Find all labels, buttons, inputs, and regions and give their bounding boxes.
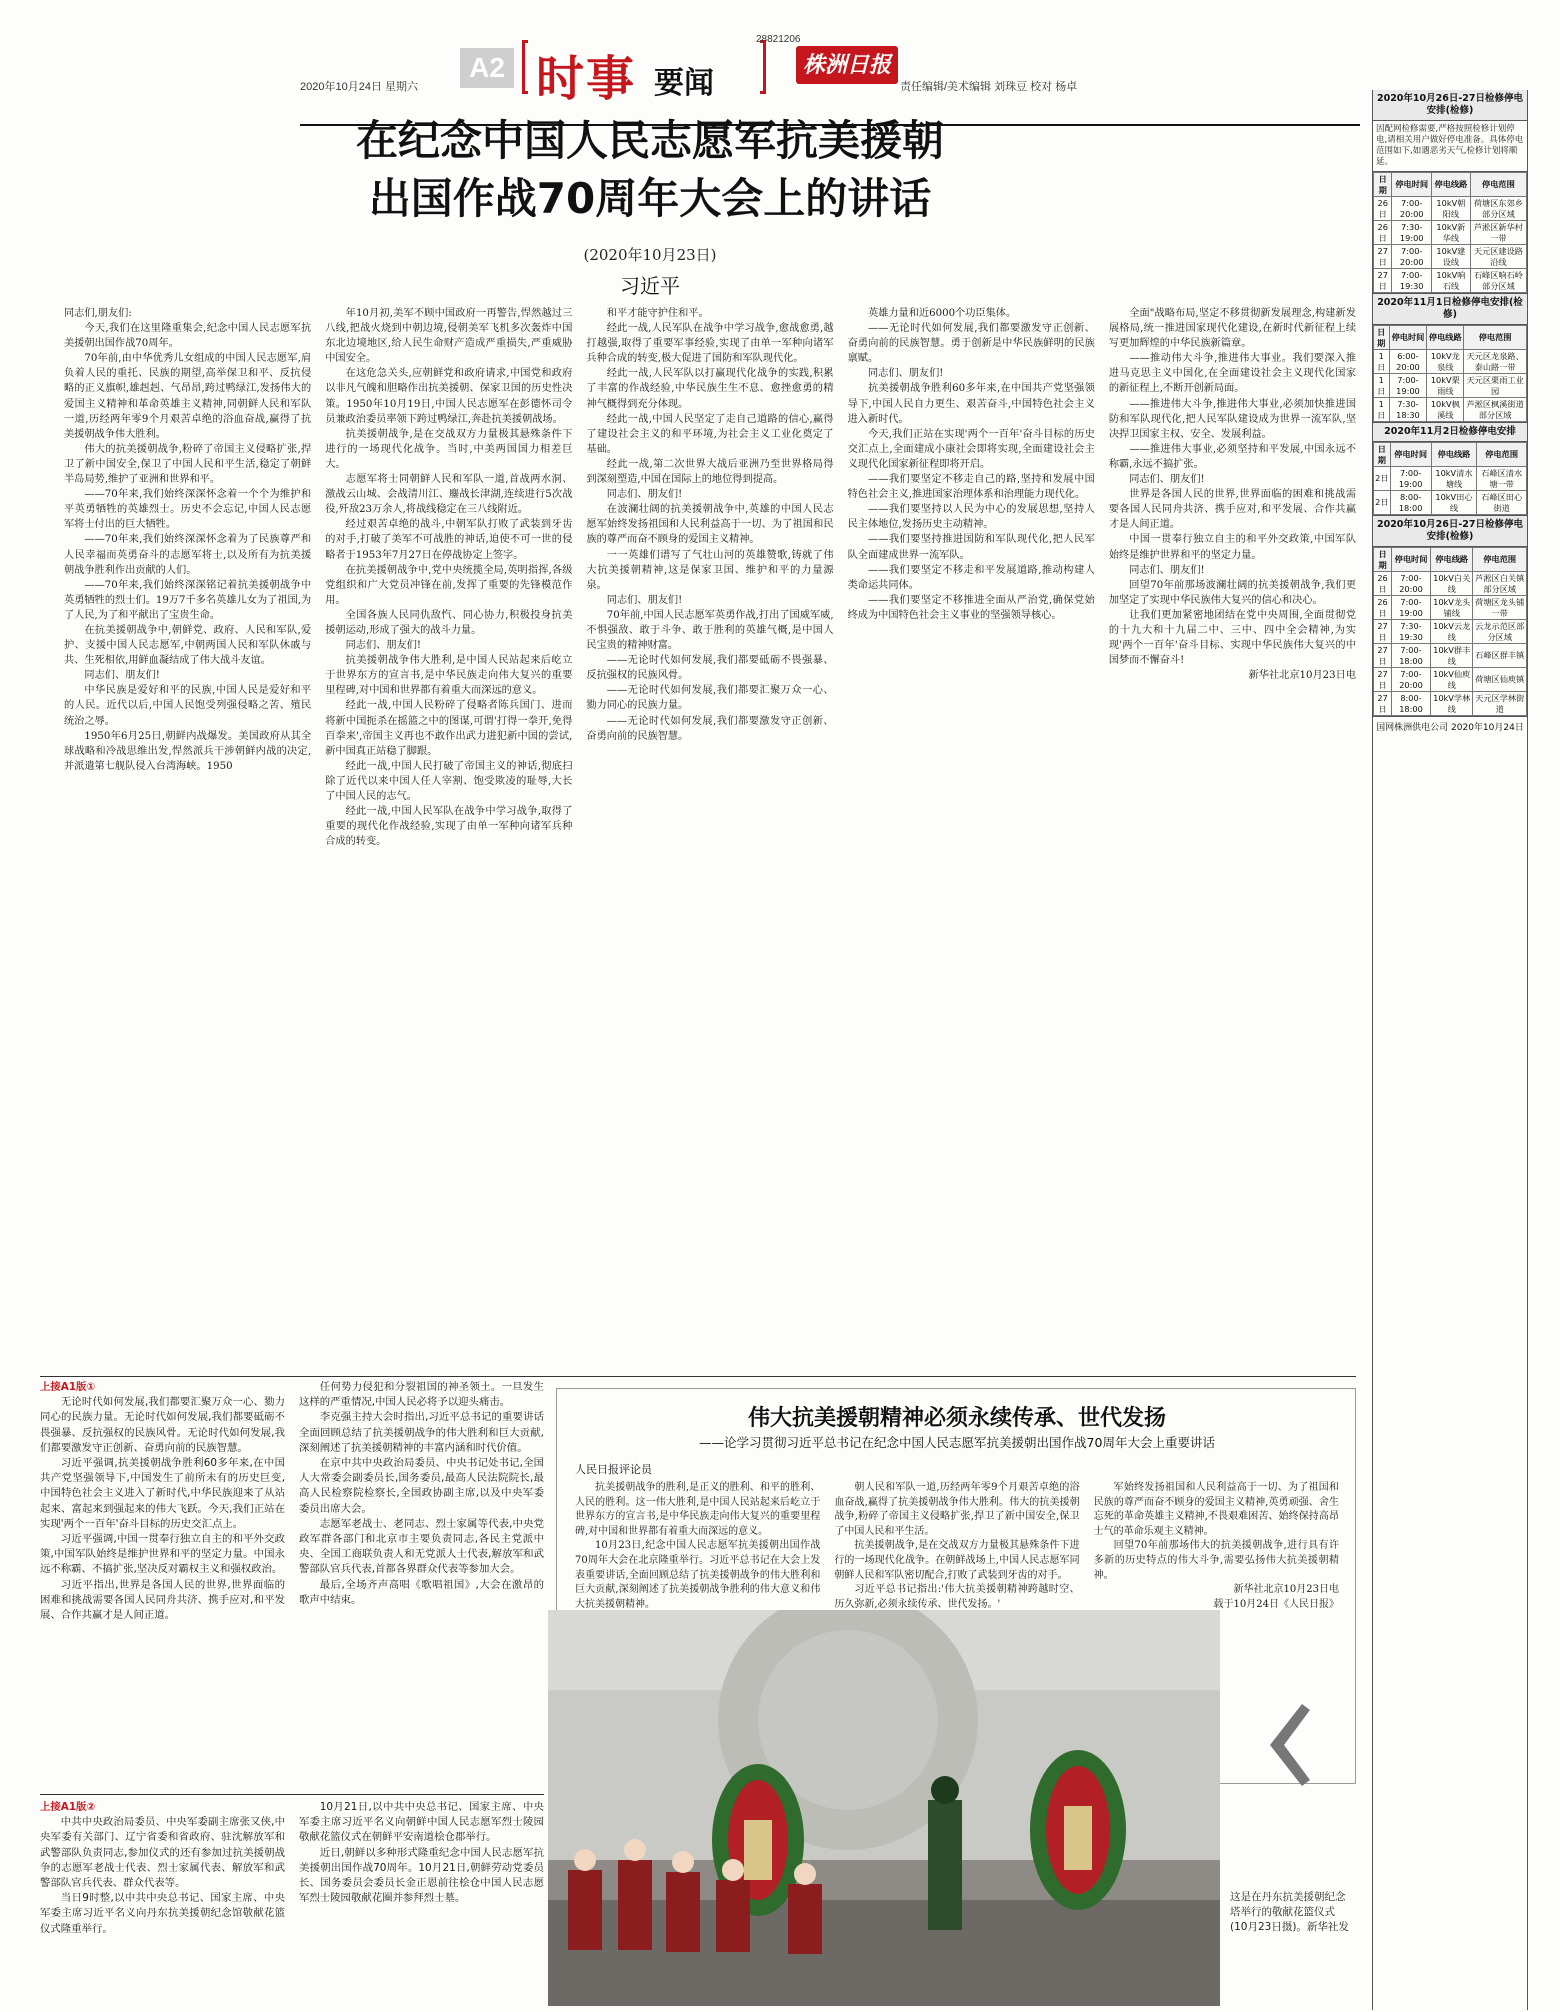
paragraph: 当日9时整,以中共中央总书记、国家主席、中央军委主席习近平名义向丹东抗美援朝纪念馆敬献花篮仪式隆重举行。 [40, 1892, 285, 1935]
paragraph: 伟大的抗美援朝战争,粉碎了帝国主义侵略扩张,捍卫了新中国安全,保卫了中国人民和平生活,稳定了朝鲜半岛局势,维护了亚洲和世界和平。 [64, 443, 312, 486]
speech-column-5 [1109, 306, 1356, 1372]
continuation-1-column-1 [40, 1380, 285, 1790]
paragraph: 回望70年前那场伟大的抗美援朝战争,进行具有许多新的历史特点的伟大斗争,需要弘扬伟大抗美援朝精神。 [1093, 1540, 1339, 1581]
table-row [1374, 350, 1527, 374]
paragraph: 全国各族人民同仇敌忾、同心协力,积极投身抗美援朝运动,形成了强大的战斗力量。 [325, 609, 573, 636]
speech-column-3 [586, 306, 833, 1372]
paragraph: ——70年来,我们始终深深怀念着一个个为维护和平英勇牺牲的英雄烈士。历史不会忘记,中国人民志愿军将士付出的巨大牺牲。 [64, 489, 312, 531]
paragraph: 同志们,朋友们: [64, 308, 132, 319]
table-cell: 荷塘区仙庾镇 [1473, 668, 1527, 692]
table-cell: 1日 [1374, 374, 1390, 398]
column-header: 停电时间 [1392, 548, 1431, 572]
paragraph: 10月21日,以中共中央总书记、国家主席、中央军委主席习近平名义向朝鲜中国人民志愿军烈士陵园敬献花篮仪式在朝鲜平安南道桧仓郡举行。 [299, 1801, 544, 1844]
paragraph: 经此一战,中国人民军队在战争中学习战争,取得了重要的现代化作战经验,实现了由单一军种向诸军兵种合成的转变。 [325, 806, 573, 848]
paragraph: 英雄力量和近6000个功臣集体。 [868, 308, 1017, 319]
table-cell: 云龙示范区部分区域 [1473, 620, 1527, 644]
table-cell: 7:00-18:00 [1392, 644, 1431, 668]
paragraph: 中共中央政治局委员、中央军委副主席张又侠,中央军委有关部门、辽宁省委和省政府、驻沈解放军和武警部队负责同志,参加仪式的还有参加过抗美援朝战争的志愿军老战士代表、烈士家属代表、解放军和武警部队官兵代表、群众代表等。 [40, 1816, 285, 1890]
table-header-row [1374, 443, 1527, 467]
commentary-byline: 人民日报评论员 [575, 1463, 652, 1476]
commentary-title: 伟大抗美援朝精神必须永续传承、世代发扬 [747, 1405, 1166, 1431]
paragraph: 在抗美援朝战争中,朝鲜党、政府、人民和军队,爱护、支援中国人民志愿军,中朝两国人民和军队休戚与共、生死相依,用鲜血凝结成了伟大战斗友谊。 [64, 624, 312, 667]
table-cell: 石峰区群丰镇 [1473, 644, 1527, 668]
paragraph: 同志们、朋友们! [606, 489, 683, 501]
table-cell: 7:00-20:00 [1392, 197, 1432, 221]
table-cell: 27日 [1374, 269, 1392, 293]
column-header: 停电范围 [1473, 548, 1527, 572]
outage-footer: 国网株洲供电公司 2020年10月24日 [1376, 723, 1524, 733]
paragraph: 70年前,中国人民志愿军英勇作战,打出了国威军威,不惧强敌、敢于斗争、敢于胜利的英雄气概,是中国人民宝贵的精神财富。 [586, 609, 834, 652]
paragraph: 近日,朝鲜以多种形式隆重纪念中国人民志愿军抗美援朝出国作战70周年。10月21日,朝鲜劳动党委员长、国务委员会委员长金正恩前往桧仓中国人民志愿军烈士陵园敬献花圈并参拜烈士墓。 [299, 1846, 544, 1905]
paragraph: 全面"战略布局,坚定不移贯彻新发展理念,构建新发展格局,统一推进国家现代化建设,在新时代新征程上续写更加辉煌的中华民族新篇章。 [1108, 308, 1357, 350]
paragraph: ——我们要坚定不移推进全面从严治党,确保党始终成为中国特色社会主义事业的坚强领导核心。 [847, 594, 1095, 621]
paragraph: ——无论时代如何发展,我们都要砥砺不畏强暴、反抗强权的民族风骨。 [586, 655, 834, 682]
column-header: 日期 [1374, 443, 1391, 467]
outage-block-3 [1373, 423, 1527, 516]
continuation-1-text-1 [40, 1395, 285, 1623]
bracket-left-icon [522, 40, 528, 94]
table-row [1374, 572, 1527, 596]
table-row [1374, 692, 1527, 716]
paragraph: 同志们、朋友们! [345, 640, 421, 652]
table-row [1374, 596, 1527, 620]
section-title: 时事 [536, 51, 637, 107]
table-cell: 6:00-20:00 [1389, 350, 1427, 374]
table-row [1374, 491, 1527, 515]
paragraph: 同志们、朋友们! [1129, 474, 1205, 486]
headline-line-2: 出国作战70周年大会上的讲话 [368, 174, 932, 223]
chevron-left-icon [1262, 1700, 1314, 1790]
headline [200, 112, 1100, 228]
table-cell: 7:00-20:00 [1392, 572, 1431, 596]
commentary-subtitle: ——论学习贯彻习近平总书记在纪念中国人民志愿军抗美援朝出国作战70周年大会上重要讲话 [699, 1435, 1215, 1450]
table-cell: 26日 [1374, 221, 1392, 245]
outage-block-4 [1373, 516, 1527, 717]
paragraph: ——70年来,我们始终深深怀念着为了民族尊严和人民幸福而英勇奋斗的志愿军将士,以及所有为抗美援朝战争胜利作出贡献的人们。 [64, 534, 312, 576]
table-cell: 10kV学林线 [1430, 692, 1473, 716]
photo-caption: 这是在丹东抗美援朝纪念塔举行的敬献花篮仪式(10月23日摄)。新华社发 [1230, 1891, 1349, 1933]
paragraph: 志愿军老战士、老同志、烈士家属等代表,中央党政军群各部门和北京市主要负责同志,各民主党派中央、全国工商联负责人和无党派人士代表,解放军和武警部队官兵代表,首都各界群众代表等参加大会。 [299, 1517, 544, 1576]
table-cell: 天元区栗雨工业园 [1464, 374, 1527, 398]
table-cell: 2日 [1374, 491, 1391, 515]
paragraph: 抗美援朝战争,是在交战双方力量极其悬殊条件下进行的一场现代化战争。在朝鲜战场上,中国人民志愿军同朝鲜人民和军队密切配合,打败了武装到牙齿的对手。 [834, 1540, 1080, 1581]
table-cell: 7:00-19:30 [1392, 269, 1432, 293]
paragraph: 抗美援朝战争胜利60多年来,在中国共产党坚强领导下,中国人民自力更生、艰苦奋斗,中国特色社会主义进入新时代。 [847, 383, 1095, 425]
paragraph: 回望70年前那场波澜壮阔的抗美援朝战争,我们更加坚定了实现中华民族伟大复兴的信心和决心。 [1108, 579, 1357, 606]
table-cell: 27日 [1374, 245, 1392, 269]
paragraph: 在抗美援朝战争中,党中央统揽全局,英明指挥,各级党组织和广大党员冲锋在前,发挥了重要的先锋模范作用。 [325, 564, 573, 606]
table-row [1374, 668, 1527, 692]
table-row [1374, 374, 1527, 398]
paragraph: 同志们、朋友们! [84, 670, 160, 682]
outage-block-2 [1373, 294, 1527, 423]
column-header: 停电范围 [1464, 326, 1527, 350]
table-cell: 7:00-19:00 [1392, 596, 1431, 620]
table-cell: 天元区学林街道 [1473, 692, 1527, 716]
table-row [1374, 620, 1527, 644]
speech-column-4 [848, 306, 1095, 1372]
paragraph: 在波澜壮阔的抗美援朝战争中,英雄的中国人民志愿军始终发扬祖国和人民利益高于一切、为了祖国和民族的尊严而奋不顾身的爱国主义精神。 [586, 504, 834, 546]
paragraph: 年10月初,美军不顾中国政府一再警告,悍然越过三八线,把战火烧到中朝边境,侵朝美军飞机多次轰炸中国东北边境地区,给人民生命财产造成严重损失,严重威胁中国安全。 [325, 308, 573, 365]
continuation-2-tag: 上接A1版② [40, 1801, 96, 1813]
table-cell: 1日 [1374, 398, 1390, 422]
outage-block-3-head: 2020年11月2日检修停电安排 [1373, 423, 1527, 442]
table-cell: 天元区龙泉路、泰山路一带 [1464, 350, 1527, 374]
table-cell: 7:00-19:00 [1390, 467, 1431, 491]
paragraph: 和平才能守护住和平。 [606, 308, 709, 319]
paragraph: 载于10月24日《人民日报》 [1213, 1598, 1339, 1610]
continuation-1-tag: 上接A1版① [40, 1381, 96, 1393]
table-cell: 10kV枫溪线 [1427, 398, 1464, 422]
column-header: 停电范围 [1477, 443, 1527, 467]
table-cell: 7:00-19:00 [1389, 374, 1427, 398]
table-cell: 26日 [1374, 572, 1392, 596]
paragraph: 新华社北京10月23日电 [1233, 1584, 1339, 1596]
paragraph: 朝人民和军队一道,历经两年零9个月艰苦卓绝的浴血奋战,赢得了抗美援朝战争伟大胜利。伟大的抗美援朝战争,粉碎了帝国主义侵略扩张,捍卫了新中国安全,保卫了中国人民和平生活。 [834, 1482, 1080, 1537]
table-cell: 荷塘区龙头铺一带 [1473, 596, 1527, 620]
outage-table-2 [1373, 325, 1527, 422]
outage-block-1-head: 2020年10月26日-27日检修停电安排(检修) [1373, 90, 1527, 121]
table-cell: 27日 [1374, 620, 1392, 644]
section-divider [40, 1376, 1356, 1377]
continuation-2-column-2 [299, 1800, 544, 2000]
table-cell: 天元区建设路沿线 [1470, 245, 1526, 269]
paragraph: ——推动伟大斗争,推进伟大事业。我们要深入推进马克思主义中国化,在全面建设社会主义现代化国家的新征程上,不断开创新局面。 [1108, 353, 1357, 395]
paragraph: 经此一战,第二次世界大战后亚洲乃至世界格局得到深刻塑造,中国在国际上的地位得到提高。 [586, 458, 834, 486]
table-cell: 27日 [1374, 692, 1392, 716]
table-cell: 10kV龙头铺线 [1430, 596, 1473, 620]
table-row [1374, 644, 1527, 668]
paragraph: ——70年来,我们始终深深铭记着抗美援朝战争中英勇牺牲的烈士们。19万7千多名英雄儿女为了祖国,为了人民,为了和平献出了宝贵生命。 [64, 579, 312, 621]
paragraph: 经此一战,中国人民打破了帝国主义的神话,彻底扫除了近代以来中国人任人宰割、饱受欺凌的耻辱,大长了中国人民的志气。 [325, 760, 573, 802]
table-cell: 10kV朝阳线 [1432, 197, 1471, 221]
column-header: 停电范围 [1470, 173, 1526, 197]
paragraph: 世界是各国人民的世界,世界面临的困难和挑战需要各国人民同舟共济、携手应对,和平发展、合作共赢才是人间正道。 [1108, 489, 1357, 531]
paragraph: ——无论时代如何发展,我们都要激发守正创新、奋勇向前的民族智慧。 [586, 715, 834, 742]
outage-table-4 [1373, 547, 1527, 716]
table-cell: 27日 [1374, 668, 1392, 692]
paragraph: 经此一战,中国人民坚定了走自己道路的信心,赢得了建设社会主义的和平环境,为社会主义工业化奠定了基础。 [586, 413, 834, 455]
paragraph: 今天,我们在这里隆重集会,纪念中国人民志愿军抗美援朝出国作战70周年。 [64, 323, 312, 350]
paragraph: 抗美援朝战争,是在交战双方力量极其悬殊条件下进行的一场现代化战争。当时,中美两国国力相差巨大。 [325, 428, 573, 470]
column-header: 停电时间 [1390, 443, 1431, 467]
table-cell: 10kV建设线 [1432, 245, 1471, 269]
paragraph: 让我们更加紧密地团结在党中央周围,全面贯彻党的十九大和十九届二中、三中、四中全会精神,为实现'两个一百年'奋斗目标、实现中华民族伟大复兴的中国梦而不懈奋斗! [1108, 609, 1357, 667]
table-cell: 石峰区响石岭部分区域 [1470, 269, 1526, 293]
paragraph: ——我们要坚定不移走和平发展道路,推动构建人类命运共同体。 [847, 564, 1095, 591]
table-cell: 10kV栗雨线 [1427, 374, 1464, 398]
paragraph: 习近平强调,抗美援朝战争胜利60多年来,在中国共产党坚强领导下,中国发生了前所未有的历史巨变,中国特色社会主义进入了新时代,中华民族迎来了从站起来、富起来到强起来的伟大飞跃。今天,我们正站在实现'两个一百年'奋斗目标的历史交汇点上。 [40, 1457, 285, 1530]
paragraph: 经过艰苦卓绝的战斗,中朝军队打败了武装到牙齿的对手,打破了美军不可战胜的神话,迫使不可一世的侵略者于1953年7月27日在停战协定上签字。 [325, 519, 573, 561]
paragraph: ——推进伟大事业,必须坚持和平发展,中国永远不称霸,永远不搞扩张。 [1108, 443, 1357, 470]
speech-column-2 [325, 306, 572, 1372]
paragraph: 经此一战,人民军队以打赢现代化战争的实践,积累了丰富的作战经验,中华民族生生不息、愈挫愈勇的精神气概得到充分体现。 [586, 368, 834, 410]
paragraph: 无论时代如何发展,我们都要汇聚万众一心、勠力同心的民族力量。无论时代如何发展,我们都要砥砺不畏强暴、反抗强权的民族风骨。无论时代如何发展,我们都要激发守正创新、奋勇向前的民族智慧。 [40, 1396, 285, 1454]
paragraph: 经此一战,中国人民粉碎了侵略者陈兵国门、进而将新中国扼杀在摇篮之中的图谋,可谓'打得一拳开,免得百拳来',帝国主义再也不敢作出武力进犯新中国的尝试,新中国真正站稳了脚跟。 [325, 700, 573, 757]
table-cell: 2日 [1374, 467, 1391, 491]
paragraph: 今天,我们正站在实现'两个一百年'奋斗目标的历史交汇点上,全面建成小康社会即将实现,全面建设社会主义现代化国家新征程即将开启。 [847, 428, 1095, 470]
table-row [1374, 197, 1527, 221]
section-divider-2 [40, 1794, 544, 1795]
headline-line-1: 在纪念中国人民志愿军抗美援朝 [355, 116, 944, 165]
continuation-2-column-1 [40, 1800, 285, 2000]
table-cell: 26日 [1374, 596, 1392, 620]
column-header: 停电时间 [1392, 173, 1432, 197]
ceremony-photo [548, 1610, 1220, 2006]
table-cell: 石峰区田心街道 [1477, 491, 1527, 515]
paragraph: 习近平强调,中国一贯奉行独立自主的和平外交政策,中国军队始终是维护世界和平的坚定力量。中国永远不称霸、不搞扩张,坚决反对霸权主义和强权政治。 [40, 1533, 285, 1576]
paragraph: ——推进伟大斗争,推进伟大事业,必须加快推进国防和军队现代化,把人民军队建设成为世界一流军队,坚决捍卫国家主权、安全、发展利益。 [1108, 398, 1357, 440]
column-header: 日期 [1374, 173, 1392, 197]
table-cell: 石峰区清水塘一带 [1477, 467, 1527, 491]
column-header: 停电线路 [1430, 548, 1473, 572]
table-row [1374, 398, 1527, 422]
speech-author: 习近平 [620, 274, 680, 298]
table-cell: 10kV仙庾线 [1430, 668, 1473, 692]
bracket-right-icon [760, 40, 766, 94]
paragraph: 志愿军将士同朝鲜人民和军队一道,首战两水洞、激战云山城、会战清川江、鏖战长津湖,连续进行5次战役,歼敌23万余人,将战线稳定在三八线附近。 [325, 474, 573, 516]
speech-date: (2020年10月23日) [583, 246, 717, 264]
paragraph: 1950年6月25日,朝鲜内战爆发。美国政府从其全球战略和冷战思维出发,悍然派兵干涉朝鲜内战的决定,并派遣第七舰队侵入台湾海峡。1950 [64, 730, 312, 772]
table-cell: 10kV云龙线 [1430, 620, 1473, 644]
paragraph: 抗美援朝战争伟大胜利,是中国人民站起来后屹立于世界东方的宣言书,是中华民族走向伟大复兴的重要里程碑,对中国和世界都有着重大而深远的意义。 [325, 655, 573, 697]
paragraph: 同志们、朋友们! [606, 594, 683, 606]
paragraph: ——无论时代如何发展,我们都要激发守正创新、奋勇向前的民族智慧。勇于创新是中华民族鲜明的民族禀赋。 [847, 323, 1095, 365]
column-header: 日期 [1374, 548, 1392, 572]
paragraph: 最后,全场齐声高唱《歌唱祖国》,大会在激昂的歌声中结束。 [299, 1578, 544, 1606]
table-cell: 26日 [1374, 197, 1392, 221]
outage-sidebar [1372, 90, 1528, 2010]
table-cell: 7:30-19:30 [1392, 620, 1431, 644]
table-header-row [1374, 548, 1527, 572]
table-cell: 27日 [1374, 644, 1392, 668]
paragraph: 同志们、朋友们! [1129, 564, 1205, 576]
table-cell: 10kV龙泉线 [1427, 350, 1464, 374]
continuation-a1-1 [40, 1380, 544, 1790]
paper-logo: 株洲日报 [796, 46, 898, 84]
table-cell: 荷塘区东郊乡部分区域 [1470, 197, 1526, 221]
table-cell: 8:00-18:00 [1392, 692, 1431, 716]
paragraph: 在京中共中央政治局委员、中央书记处书记,全国人大常委会副委员长,国务委员,最高人民法院院长,最高人民检察院检察长,全国政协副主席,以及中央军委委员出席大会。 [299, 1457, 544, 1515]
speech-body [64, 306, 1356, 1372]
column-header: 停电线路 [1431, 443, 1477, 467]
page-number: A2 [460, 48, 514, 88]
paragraph: ——我们要坚持以人民为中心的发展思想,坚持人民主体地位,发扬历史主动精神。 [847, 504, 1095, 531]
paragraph: ——我们要坚定不移走自己的路,坚持和发展中国特色社会主义,推进国家治理体系和治理能力现代化。 [847, 474, 1095, 501]
continuation-1-column-2 [299, 1380, 544, 1790]
paragraph: 习近平总书记指出:'伟大抗美援朝精神跨越时空、历久弥新,必须永续传承、世代发扬。' [834, 1584, 1080, 1610]
hotline: 28821206 [756, 34, 801, 45]
paragraph: 同志们、朋友们! [868, 368, 944, 380]
table-header-row [1374, 173, 1527, 197]
paragraph: 军始终发扬祖国和人民利益高于一切、为了祖国和民族的尊严而奋不顾身的爱国主义精神,英勇顽强、舍生忘死的革命英雄主义精神,不畏艰难困苦、始终保持高昂士气的革命乐观主义精神。 [1093, 1482, 1339, 1537]
paragraph: 新华社北京10月23日电 [1248, 670, 1357, 682]
table-header-row [1374, 326, 1527, 350]
table-cell: 10kV响石线 [1432, 269, 1471, 293]
paragraph: 习近平指出,世界是各国人民的世界,世界面临的困难和挑战需要各国人民同舟共济、携手应对,和平发展、合作共赢才是人间正道。 [40, 1578, 285, 1622]
outage-block-1-note: 因配网检修需要,严格按照检修计划停电,请相关用户做好停电准备。具体停电范围如下,如遇恶劣天气,检修计划将顺延。 [1373, 121, 1527, 172]
outage-block-2-head: 2020年11月1日检修停电安排(检修) [1373, 294, 1527, 325]
table-cell: 10kV田心线 [1431, 491, 1477, 515]
paragraph: 经此一战,人民军队在战争中学习战争,愈战愈勇,越打越强,取得了重要军事经验,实现了由单一军种向诸军兵种合成的转变,极大促进了国防和军队现代化。 [586, 323, 834, 365]
table-cell: 10kV白关线 [1430, 572, 1473, 596]
table-cell: 芦淞区白关镇部分区域 [1473, 572, 1527, 596]
table-cell: 芦淞区枫溪街道部分区域 [1464, 398, 1527, 422]
table-cell: 7:30-18:30 [1389, 398, 1427, 422]
table-cell: 10kV群丰线 [1430, 644, 1473, 668]
continuation-2-text-1 [40, 1815, 285, 1937]
table-row [1374, 269, 1527, 293]
paragraph: 70年前,由中华优秀儿女组成的中国人民志愿军,肩负着人民的重托、民族的期望,高举保卫和平、反抗侵略的正义旗帜,雄赳赳、气昂昂,跨过鸭绿江,发扬伟大的爱国主义精神和革命英雄主义精神,同朝鲜人民和军队一道,历经两年零9个月艰苦卓绝的浴血奋战,赢得了抗美援朝战争伟大胜利。 [64, 353, 312, 440]
column-header: 停电线路 [1432, 173, 1471, 197]
paragraph: 一一英雄们谱写了气壮山河的英雄赞歌,铸就了伟大抗美援朝精神,这是保家卫国、维护和平的力量源泉。 [586, 549, 834, 591]
issue-date: 2020年10月24日 星期六 [300, 81, 418, 93]
paragraph: 中国一贯奉行独立自主的和平外交政策,中国军队始终是维护世界和平的坚定力量。 [1108, 534, 1357, 561]
paragraph: 任何势力侵犯和分裂祖国的神圣领土。一旦发生这样的严重情况,中国人民必将予以迎头痛击。 [299, 1381, 544, 1409]
paragraph: 在这危急关头,应朝鲜党和政府请求,中国党和政府以非凡气魄和胆略作出抗美援朝、保家卫国的历史性决策。1950年10月19日,中国人民志愿军在彭德怀司令员兼政治委员率领下跨过鸭绿江,奔赴抗美援朝战场。 [325, 368, 573, 425]
outage-table-1 [1373, 172, 1527, 293]
paragraph: ——无论时代如何发展,我们都要汇聚万众一心、勠力同心的民族力量。 [586, 685, 834, 712]
table-cell: 10kV新华线 [1432, 221, 1471, 245]
column-header: 日期 [1374, 326, 1390, 350]
column-header: 停电线路 [1427, 326, 1464, 350]
paragraph: 李克强主持大会时指出,习近平总书记的重要讲话全面回顾总结了抗美援朝战争的伟大胜利和巨大贡献,深刻阐述了抗美援朝精神的丰富内涵和时代价值。 [299, 1411, 544, 1454]
table-cell: 芦淞区新华村一带 [1470, 221, 1526, 245]
table-cell: 10kV清水塘线 [1431, 467, 1477, 491]
speech-column-1 [64, 306, 311, 1372]
table-cell: 7:30-19:00 [1392, 221, 1432, 245]
paragraph: ——我们要坚持推进国防和军队现代化,把人民军队全面建成世界一流军队。 [847, 534, 1095, 561]
outage-block-4-head: 2020年10月26日-27日检修停电安排(检修) [1373, 516, 1527, 547]
table-row [1374, 221, 1527, 245]
table-row [1374, 467, 1527, 491]
table-cell: 7:00-20:00 [1392, 245, 1432, 269]
continuation-a1-2 [40, 1800, 544, 2000]
table-row [1374, 245, 1527, 269]
table-cell: 8:00-18:00 [1390, 491, 1431, 515]
paragraph: 抗美援朝战争的胜利,是正义的胜利、和平的胜利、人民的胜利。这一伟大胜利,是中国人民站起来后屹立于世界东方的宣言书,是中华民族走向伟大复兴的重要里程碑,对中国和世界都有着重大而深远的意义。 [575, 1482, 821, 1537]
paragraph: 10月23日,纪念中国人民志愿军抗美援朝出国作战70周年大会在北京隆重举行。习近平总书记在大会上发表重要讲话,全面回顾总结了抗美援朝战争的伟大胜利和巨大贡献,深刻阐述了抗美援朝战争胜利的伟大意义和伟大抗美援朝精神。 [575, 1540, 821, 1610]
editor-credits: 责任编辑/美术编辑 刘珠豆 校对 杨卓 [900, 81, 1078, 93]
column-header: 停电时间 [1389, 326, 1427, 350]
outage-block-1 [1373, 90, 1527, 294]
outage-table-3 [1373, 442, 1527, 515]
table-cell: 1日 [1374, 350, 1390, 374]
table-cell: 7:00-20:00 [1392, 668, 1431, 692]
paragraph: 中华民族是爱好和平的民族,中国人民是爱好和平的人民。近代以后,中国人民饱受列强侵略之苦、殖民统治之辱。 [64, 685, 312, 727]
section-subtitle: 要闻 [654, 66, 714, 101]
